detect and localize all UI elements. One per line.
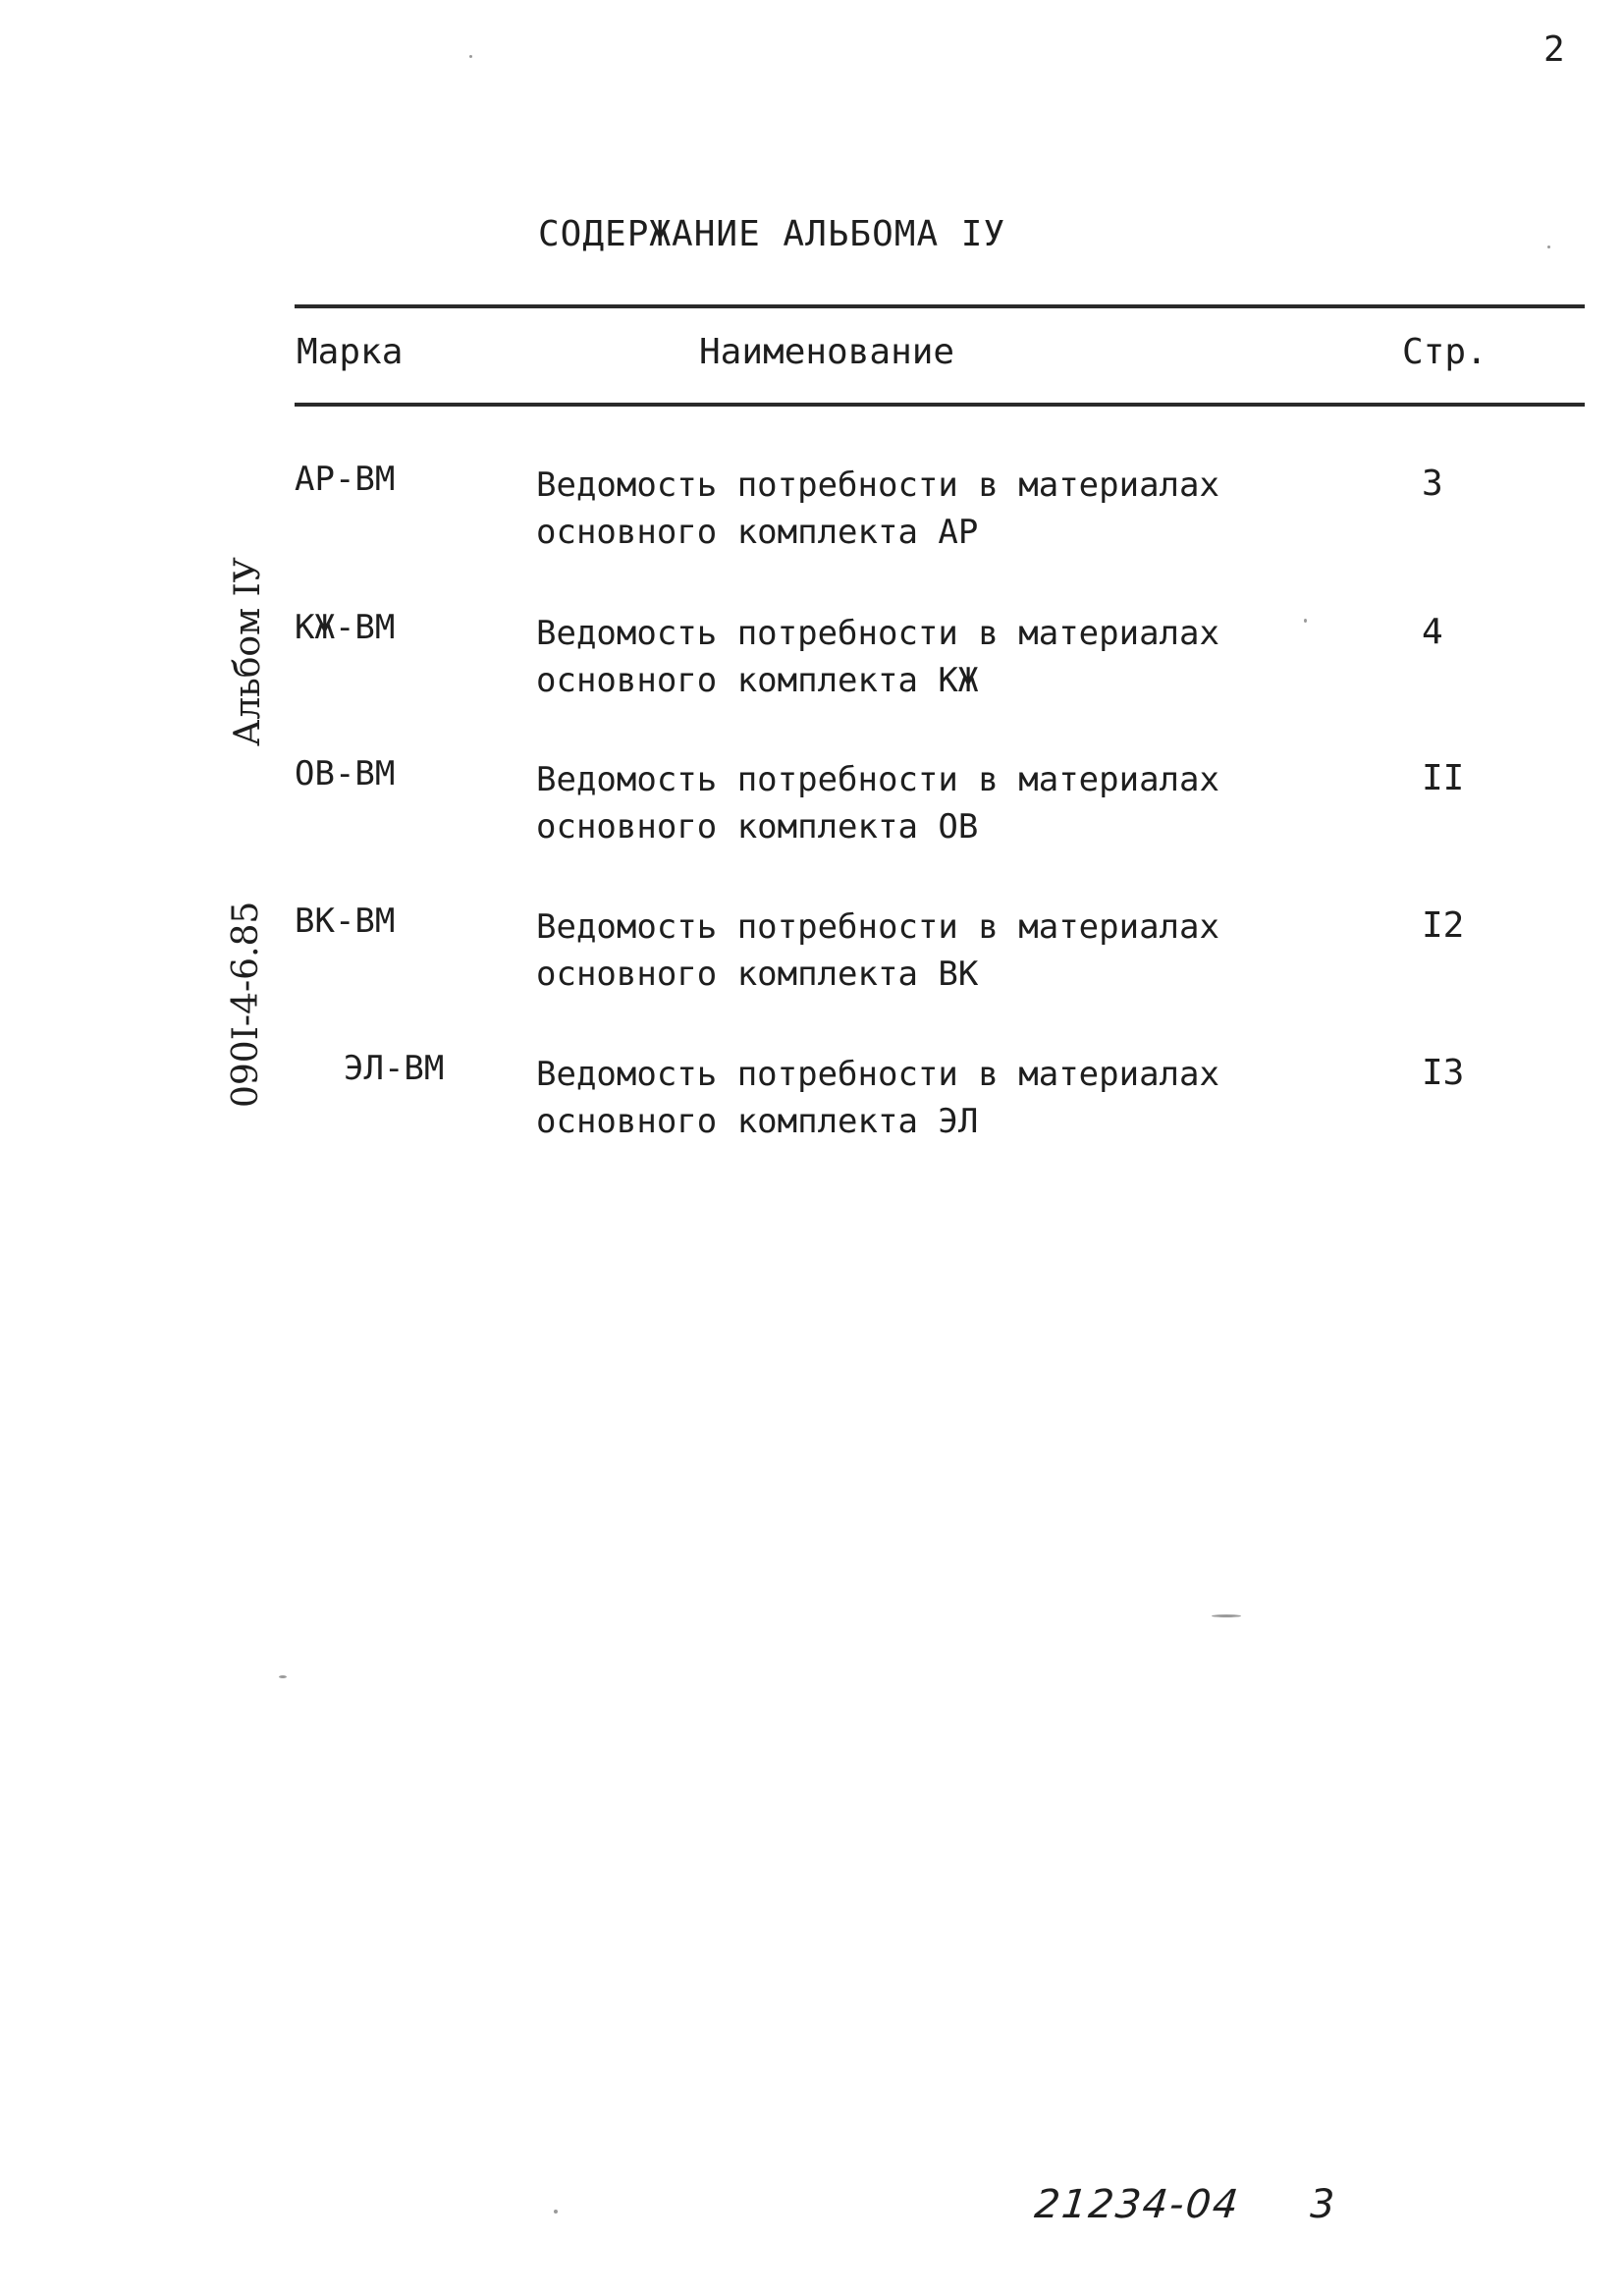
table-row — [0, 902, 1623, 1010]
row-page: I2 — [1422, 905, 1465, 946]
scan-speck — [279, 1675, 287, 1678]
row-page: I3 — [1422, 1053, 1465, 1093]
row-name-line1: Ведомость потребности в материалах — [536, 465, 1219, 505]
row-name-line2: основного комплекта ОВ — [536, 807, 979, 847]
column-header-name: Наименование — [699, 332, 955, 372]
document-title: СОДЕРЖАНИЕ АЛЬБОМА IУ — [538, 214, 1006, 254]
scan-speck — [1212, 1614, 1241, 1617]
row-name-line1: Ведомость потребности в материалах — [536, 760, 1219, 799]
header-top-rule — [295, 304, 1585, 308]
row-mark: КЖ-ВМ — [295, 608, 396, 647]
row-name-line1: Ведомость потребности в материалах — [536, 907, 1219, 947]
row-name — [536, 903, 1219, 998]
row-name-line2: основного комплекта КЖ — [536, 661, 979, 700]
row-page: 3 — [1422, 464, 1443, 504]
scan-speck — [554, 2210, 558, 2214]
column-header-page: Стр. — [1402, 332, 1488, 372]
row-name — [536, 1051, 1219, 1145]
scan-speck — [1547, 246, 1550, 248]
row-name — [536, 610, 1219, 704]
table-row — [0, 1049, 1623, 1157]
row-name — [536, 756, 1219, 850]
scan-speck — [1304, 619, 1307, 623]
scan-speck — [469, 55, 472, 58]
column-header-mark: Марка — [297, 332, 404, 372]
row-name-line2: основного комплекта АР — [536, 513, 979, 552]
row-name-line1: Ведомость потребности в материалах — [536, 1055, 1219, 1094]
row-name-line2: основного комплекта ЭЛ — [536, 1102, 979, 1141]
row-page: II — [1422, 758, 1465, 798]
side-label-code: 090I-4-6.85 — [226, 901, 266, 1108]
row-mark: ЭЛ-ВМ — [344, 1049, 445, 1088]
row-mark: АР-ВМ — [295, 460, 396, 499]
row-mark: ВК-ВМ — [295, 902, 396, 941]
footer-number: 3 — [1310, 2182, 1335, 2227]
side-label-album: Альбом IУ — [228, 557, 268, 746]
row-page: 4 — [1422, 612, 1443, 652]
page-number: 2 — [1543, 29, 1565, 70]
row-mark: ОВ-ВМ — [295, 754, 396, 793]
table-row — [0, 754, 1623, 862]
row-name-line1: Ведомость потребности в материалах — [536, 614, 1219, 653]
footer-code: 21234-04 — [1032, 2182, 1242, 2227]
row-name-line2: основного комплекта ВК — [536, 955, 979, 994]
header-bottom-rule — [295, 403, 1585, 407]
table-row — [0, 608, 1623, 716]
table-row — [0, 460, 1623, 568]
row-name — [536, 462, 1219, 556]
